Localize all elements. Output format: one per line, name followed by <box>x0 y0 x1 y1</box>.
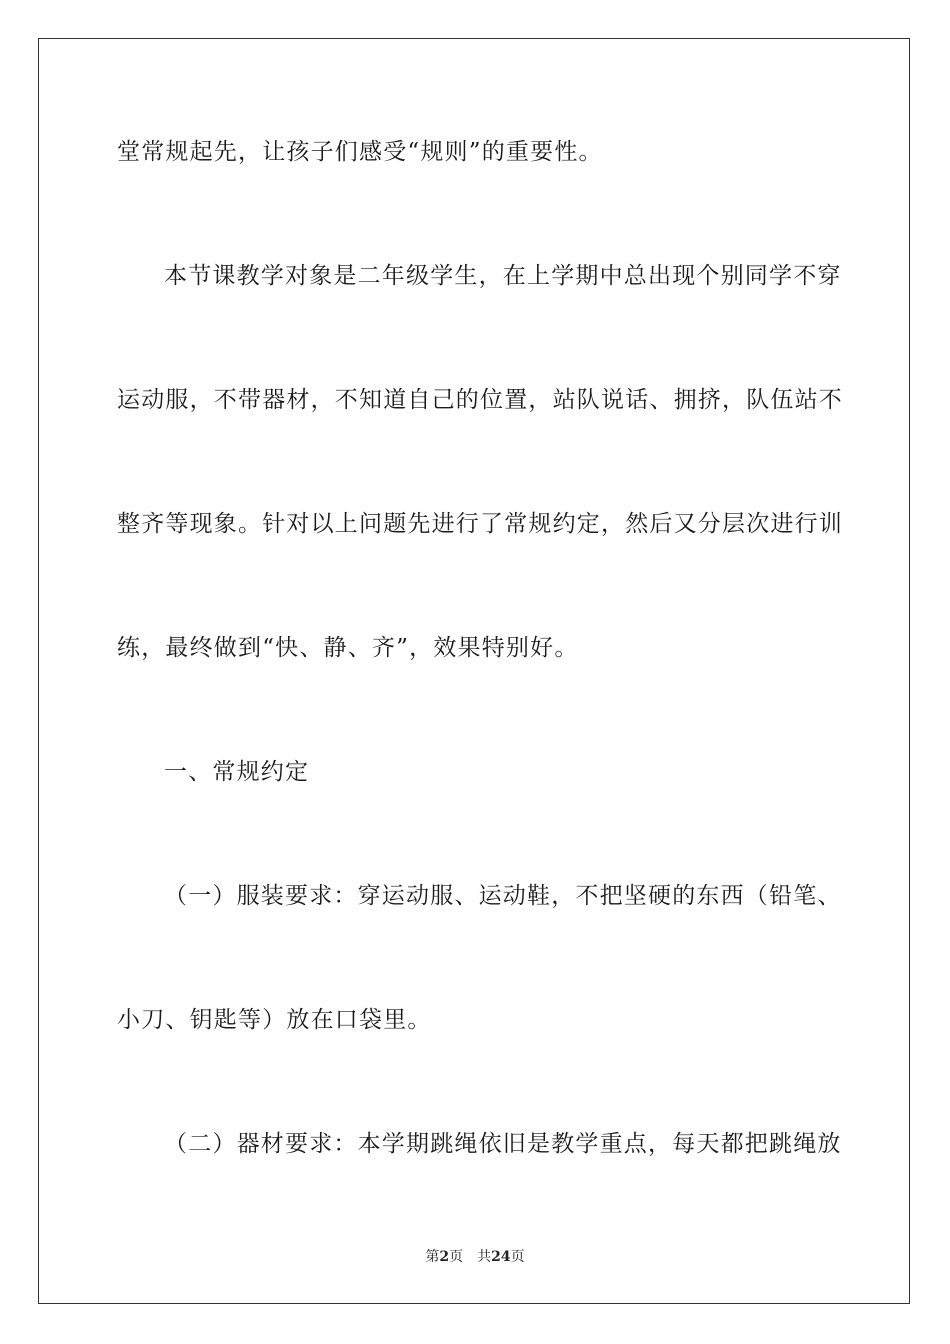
total-suffix: 页 <box>510 1249 525 1265</box>
page-prefix: 第 <box>425 1249 440 1265</box>
body-text-line-3: 运动服，不带器材，不知道自己的位置，站队说话、拥挤，队伍站不 <box>117 387 843 413</box>
body-text-line-4: 整齐等现象。针对以上问题先进行了常规约定，然后又分层次进行训 <box>117 511 843 537</box>
body-text-line-8: 小刀、钥匙等）放在口袋里。 <box>117 1007 432 1033</box>
total-pages: 24 <box>491 1249 511 1265</box>
page-suffix: 页 <box>449 1249 464 1265</box>
page-number: 2 <box>439 1249 450 1265</box>
page-footer <box>0 1248 950 1266</box>
body-text-line-7: （一）服装要求：穿运动服、运动鞋，不把坚硬的东西（铅笔、 <box>164 883 842 909</box>
body-text-line-1: 堂常规起先，让孩子们感受“规则”的重要性。 <box>117 139 603 165</box>
total-prefix: 共 <box>477 1249 492 1265</box>
body-text-line-5: 练，最终做到“快、静、齐”，效果特别好。 <box>117 635 579 661</box>
body-text-line-2: 本节课教学对象是二年级学生，在上学期中总出现个别同学不穿 <box>164 263 842 289</box>
section-heading: 一、常规约定 <box>164 759 310 785</box>
body-text-line-9: （二）器材要求：本学期跳绳依旧是教学重点，每天都把跳绳放 <box>164 1131 842 1157</box>
page-border <box>38 38 910 1304</box>
